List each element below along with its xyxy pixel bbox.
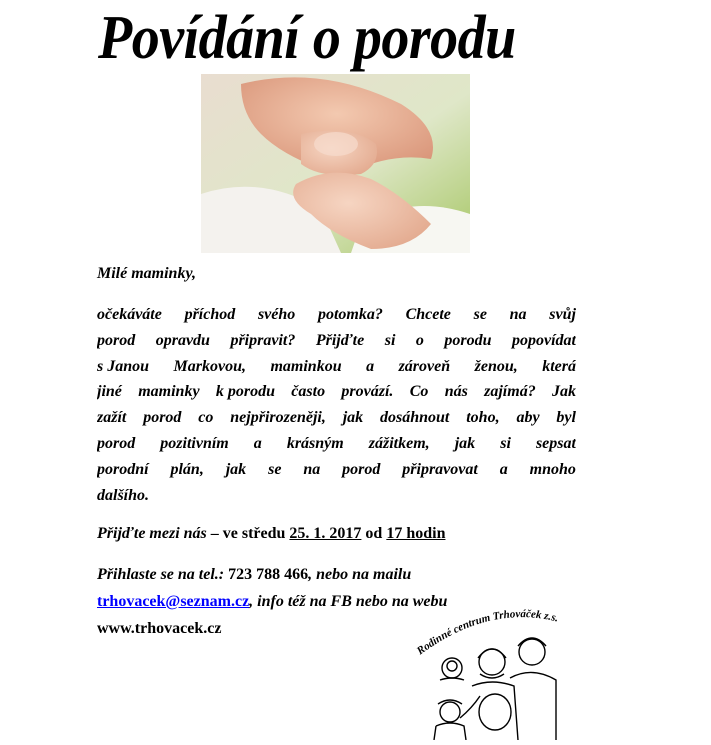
paragraph-word: svůj xyxy=(549,306,576,323)
salutation: Milé maminky, xyxy=(97,265,196,282)
paragraph-word: maminky xyxy=(138,383,200,401)
logo-arc-text: Rodinné centrum Trhováček z.s. xyxy=(414,608,560,658)
paragraph-word: popovídat xyxy=(511,331,576,349)
paragraph-word: aby xyxy=(516,409,540,427)
paragraph-word: nejpřirozeněji, xyxy=(230,409,326,427)
paragraph-word: se xyxy=(473,306,487,323)
paragraph-word: která xyxy=(542,357,576,375)
paragraph-word: často xyxy=(291,383,326,401)
contact-phone: 723 788 466 xyxy=(224,566,309,583)
paragraph-word: zároveň xyxy=(398,357,451,375)
paragraph-word: Přijďte xyxy=(315,331,365,349)
paragraph-word: toho, xyxy=(466,409,500,427)
web-url: www.trhovacek.cz xyxy=(97,620,222,637)
paragraph-word: pozitivním xyxy=(160,434,229,452)
paragraph-word: připravovat xyxy=(402,460,478,478)
paragraph-word: svého xyxy=(257,306,296,323)
paragraph-line xyxy=(97,405,576,431)
paragraph-word: ženou, xyxy=(474,357,518,375)
paragraph-word: krásným xyxy=(286,434,344,452)
contact-line-1 xyxy=(97,561,617,588)
paragraph-word: si xyxy=(500,434,511,452)
event-time: 17 hodin xyxy=(386,525,446,542)
paragraph-line xyxy=(97,483,576,509)
paragraph-word: připravit? xyxy=(230,331,296,349)
paragraph-word: opravdu xyxy=(155,331,210,349)
paragraph-word: byl xyxy=(556,409,576,427)
paragraph-line xyxy=(97,431,576,457)
event-dash: – ve středu xyxy=(206,525,290,542)
paragraph-word: Markovou, xyxy=(173,357,246,375)
baby-hand-photo xyxy=(201,74,470,253)
paragraph-word: maminkou xyxy=(270,357,342,375)
paragraph-word: mnoho xyxy=(529,460,576,478)
paragraph-word: porod xyxy=(97,331,136,349)
paragraph-word: se xyxy=(268,460,282,478)
paragraph-word: potomka? xyxy=(317,306,383,323)
paragraph-word: dosáhnout xyxy=(380,409,450,427)
paragraph-word: zažít xyxy=(97,409,127,427)
invitation-paragraph xyxy=(97,302,576,508)
paragraph-word: a xyxy=(499,460,508,478)
paragraph-word: co xyxy=(198,409,214,427)
paragraph-word: o xyxy=(415,331,424,349)
paragraph-line xyxy=(97,302,576,328)
paragraph-word: k porodu xyxy=(215,383,275,401)
paragraph-word: zážitkem, xyxy=(368,434,430,452)
paragraph-word: Jak xyxy=(552,383,576,401)
paragraph-word: Co xyxy=(409,383,429,401)
paragraph-word: porod xyxy=(342,460,381,478)
contact-info-suffix: , info též na FB nebo na webu xyxy=(249,593,448,610)
family-center-logo xyxy=(410,600,590,740)
paragraph-word: porod xyxy=(143,409,182,427)
paragraph-word: jak xyxy=(225,460,247,478)
paragraph-word: na xyxy=(509,306,527,323)
event-prefix: Přijďte mezi nás xyxy=(97,525,207,542)
page-title: Povídání o porodu xyxy=(98,3,516,73)
paragraph-word: Chcete xyxy=(405,306,451,323)
paragraph-word: porod xyxy=(97,434,136,452)
paragraph-line xyxy=(97,379,576,405)
paragraph-word: dalšího. xyxy=(97,486,150,504)
paragraph-word: si xyxy=(384,331,396,349)
paragraph-word: a xyxy=(366,357,375,375)
paragraph-word: a xyxy=(253,434,262,452)
paragraph-word: porodní xyxy=(97,460,149,478)
event-date: 25. 1. 2017 xyxy=(289,525,362,542)
email-link[interactable]: trhovacek@seznam.cz xyxy=(97,593,250,610)
event-mid: od xyxy=(361,525,387,542)
paragraph-line xyxy=(97,457,576,483)
paragraph-line xyxy=(97,354,576,380)
paragraph-word: příchod xyxy=(184,306,236,323)
paragraph-word: zajímá? xyxy=(484,383,536,401)
paragraph-word: jak xyxy=(454,434,476,452)
paragraph-word: na xyxy=(303,460,321,478)
paragraph-word: nás xyxy=(444,383,468,401)
paragraph-word: porodu xyxy=(444,331,492,349)
paragraph-line xyxy=(97,328,576,354)
paragraph-word: plán, xyxy=(170,460,204,478)
paragraph-word: jiné xyxy=(97,383,122,401)
paragraph-word: jak xyxy=(342,409,364,427)
paragraph-word: sepsat xyxy=(535,434,576,452)
paragraph-word: očekáváte xyxy=(97,306,162,323)
contact-prefix: Přihlaste se na tel.: xyxy=(97,566,225,583)
paragraph-word: provází. xyxy=(341,383,394,401)
event-line xyxy=(97,525,576,543)
paragraph-word: s Janou xyxy=(97,357,150,375)
contact-suffix: , nebo na mailu xyxy=(308,566,412,583)
